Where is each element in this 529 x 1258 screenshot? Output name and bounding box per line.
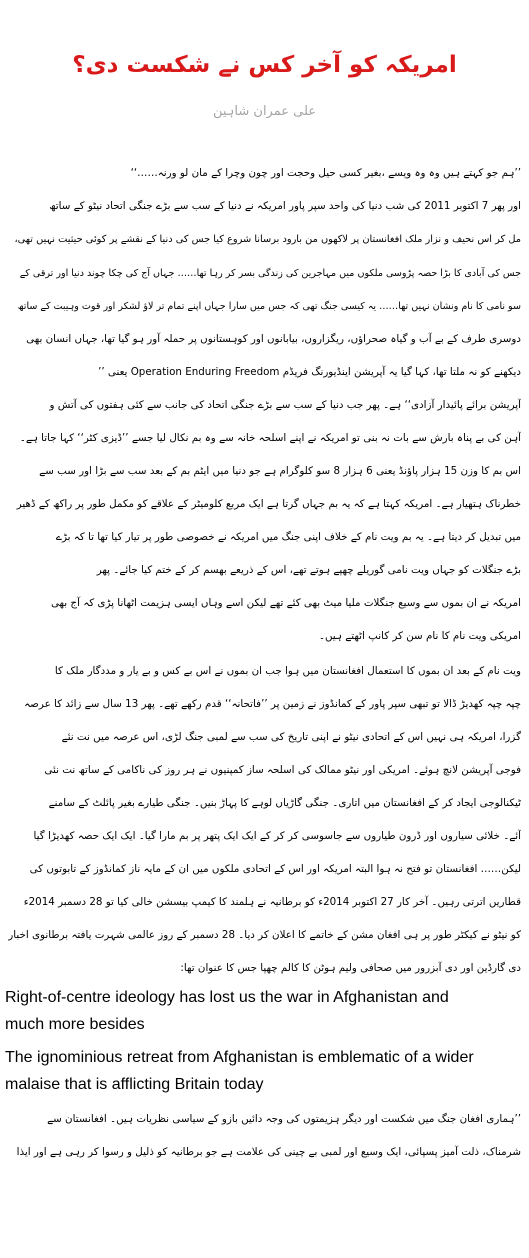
article-line: فوجی آپریشن لانچ ہوئے۔ امریکی اور نیٹو ممالک کی اسلحہ ساز کمپنیوں نے ہر روز کی ناکامی کے ساتھ نت نئی — [44, 764, 521, 776]
article-line: دی گارڈین اور دی آبزرور میں صحافی ولیم ہوٹن کا کالم چھپا جس کا عنوان تھا: — [180, 962, 521, 974]
english-headline-line: The ignominious retreat from Afghanistan is emblematic of a wider — [5, 1049, 474, 1066]
article-line: گزرا، امریکہ ہی نہیں اس کے اتحادی نیٹو نے اپنی تاریخ کی سب سے لمبی جنگ لڑی، اس عرصہ میں نت نئے — [61, 731, 521, 743]
article-line: ٹیکنالوجی ایجاد کر کے افغانستان میں اتاری۔ جنگی گاڑیاں لوہے کا پہاڑ بنیں۔ جنگی طیارے بغیر پائلٹ کے سامنے — [48, 797, 521, 809]
english-headline-line: Right-of-centre ideology has lost us the war in Afghanistan and — [5, 989, 449, 1006]
english-headline-line: much more besides — [5, 1016, 145, 1033]
author-name: علی عمران شاہین — [212, 104, 317, 119]
article-line: مل کر اس نحیف و نزار ملک افغانستان پر لاکھوں من بارود برسانا شروع کیا جس کی دنیا کے نقشے پر کوئی حیثیت نہیں تھی، — [14, 234, 521, 245]
article-line: امریکی ویت نام کا نام سن کر کانپ اٹھتے ہیں۔ — [318, 630, 521, 642]
article-line: جس کی آبادی کا بڑا حصہ پڑوسی ملکوں میں مہاجرین کی زندگی بسر کر رہا تھا…… جہاں آج کی چکا چوند دنیا اور ترقی کے — [19, 268, 521, 279]
article-line: اس بم کا وزن 15 ہزار پاؤنڈ یعنی 6 ہزار 8 سو کلوگرام ہے جو دنیا میں ایٹم بم کے بعد سب سے بڑا اور سب سے — [39, 465, 521, 477]
article-line: میں تبدیل کر دیتا ہے۔ یہ بم ویت نام کے خلاف اپنی جنگ میں امریکہ نے خصوصی طور پر تیار کیا تھا تا کہ بڑے — [55, 531, 521, 543]
article-line: خطرناک ہتھیار ہے۔ امریکہ کہتا ہے کہ یہ بم جہاں گرتا ہے ایک مربع کلومیٹر کے علاقے کو مکمل طور پر راکھ کے ڈھیر — [16, 498, 521, 510]
article-line: دوسری طرف کے بے آب و گیاہ صحراؤں، ریگزاروں، بیابانوں اور کوہستانوں پر حملہ آور ہو گیا تھا، جہاں انسان بھی — [26, 333, 521, 345]
closing-line: ’’ہماری افغان جنگ میں شکست اور دیگر ہزیمتوں کی وجہ دائیں بازو کے سیاسی نظریات ہیں۔ افغانستان سے — [47, 1113, 521, 1125]
article-line: ویت نام کے بعد ان بموں کا استعمال افغانستان میں ہوا جب ان بموں نے اس بے کس و بے یار و مددگار ملک کا — [54, 665, 521, 677]
closing-line: شرمناک، ذلت آمیز پسپائی، ایک وسیع اور لمبی بے چینی کی علامت ہے جو برطانیہ کو ذلیل و رسوا کر رہی ہے اور ایذا — [16, 1146, 521, 1158]
article-line: اور پھر 7 اکتوبر 2011 کی شب دنیا کی واحد سپر پاور امریکہ نے دنیا کے سب سے بڑے جنگی اتحاد نیٹو کے ساتھ — [49, 200, 521, 212]
english-headline-line: malaise that is afflicting Britain today — [5, 1076, 264, 1093]
article-line: امریکہ نے ان بموں سے وسیع جنگلات ملیا میٹ بھی کئے تھے لیکن اسے وہاں ایسی ہزیمت اٹھانا پڑی کہ آج بھی — [50, 597, 521, 609]
article-line: سو نامی کا نام ونشان نہیں تھا…… یہ کیسی جنگ تھی کہ جس میں سارا جہاں اپنے تمام تر لاؤ لشکر اور قوت وہیبت کے ساتھ — [17, 301, 521, 312]
article-line: چپہ چپہ کھدیڑ ڈالا تو تبھی سپر پاور کے کمانڈوز نے زمین پر ’’فاتحانہ‘‘ قدم رکھے تھے۔ پھر 13 سال سے زائد کا عرصہ — [24, 698, 521, 710]
article-title: امریکہ کو آخر کس نے شکست دی؟ — [72, 52, 457, 78]
article-line: کو نیٹو نے کیکٹر طور پر ہی افغان مشن کے خاتمے کا اعلان کر دیا۔ 28 دسمبر کے روز عالمی شہرت یافتہ برطانوی اخبار — [8, 929, 521, 941]
article-line: آئے۔ خلائی سیاروں اور ڈرون طیاروں سے جاسوسی کر کر کے ایک ایک پتھر پر بم مارا گیا۔ ایک ایک حصہ کھدیڑا گیا — [33, 830, 521, 842]
article-line: آپریشن برائے پائیدار آزادی‘‘ ہے۔ پھر جب دنیا کے سب سے بڑے جنگی اتحاد کی جانب سے کئی ہفتوں کی آتش و — [49, 399, 521, 411]
article-line: ’’ہم جو کہتے ہیں وہ وہ ویسے ،بغیر کسی حیل وحجت اور چون وچرا کے مان لو ورنہ……‘‘ — [130, 167, 521, 179]
article-line: آہن کی بے پناہ بارش سے بات نہ بنی تو امریکہ نے اپنے اسلحہ خانہ سے وہ بم نکال لیا جسے ’’ڈیزی کٹر‘‘ کہا جاتا ہے۔ — [19, 432, 521, 444]
article-line: لیکن…… افغانستان تو فتح نہ ہوا البتہ امریکہ اور اس کے اتحادی ملکوں میں ان کے مایہ ناز کمانڈوز کے تابوتوں کی — [29, 863, 521, 875]
article-line: دیکھنے کو نہ ملتا تھا، کہا گیا یہ آپریشن اینڈیورنگ فریڈم Operation Enduring Freedom یعنی ’’ — [98, 366, 521, 378]
article-line: بڑے جنگلات کو جہاں ویت نامی گوریلے چھپے ہوتے تھے، اس کے ذریعے بھسم کر کے ختم کیا جائے۔ پھر — [96, 564, 521, 576]
article-line: قطاریں اترتی رہیں۔ آخر کار 27 اکتوبر 2014ء کو برطانیہ نے ہلمند کا کیمپ بیسشن خالی کیا تو 28 دسمبر 2014ء — [23, 896, 521, 908]
